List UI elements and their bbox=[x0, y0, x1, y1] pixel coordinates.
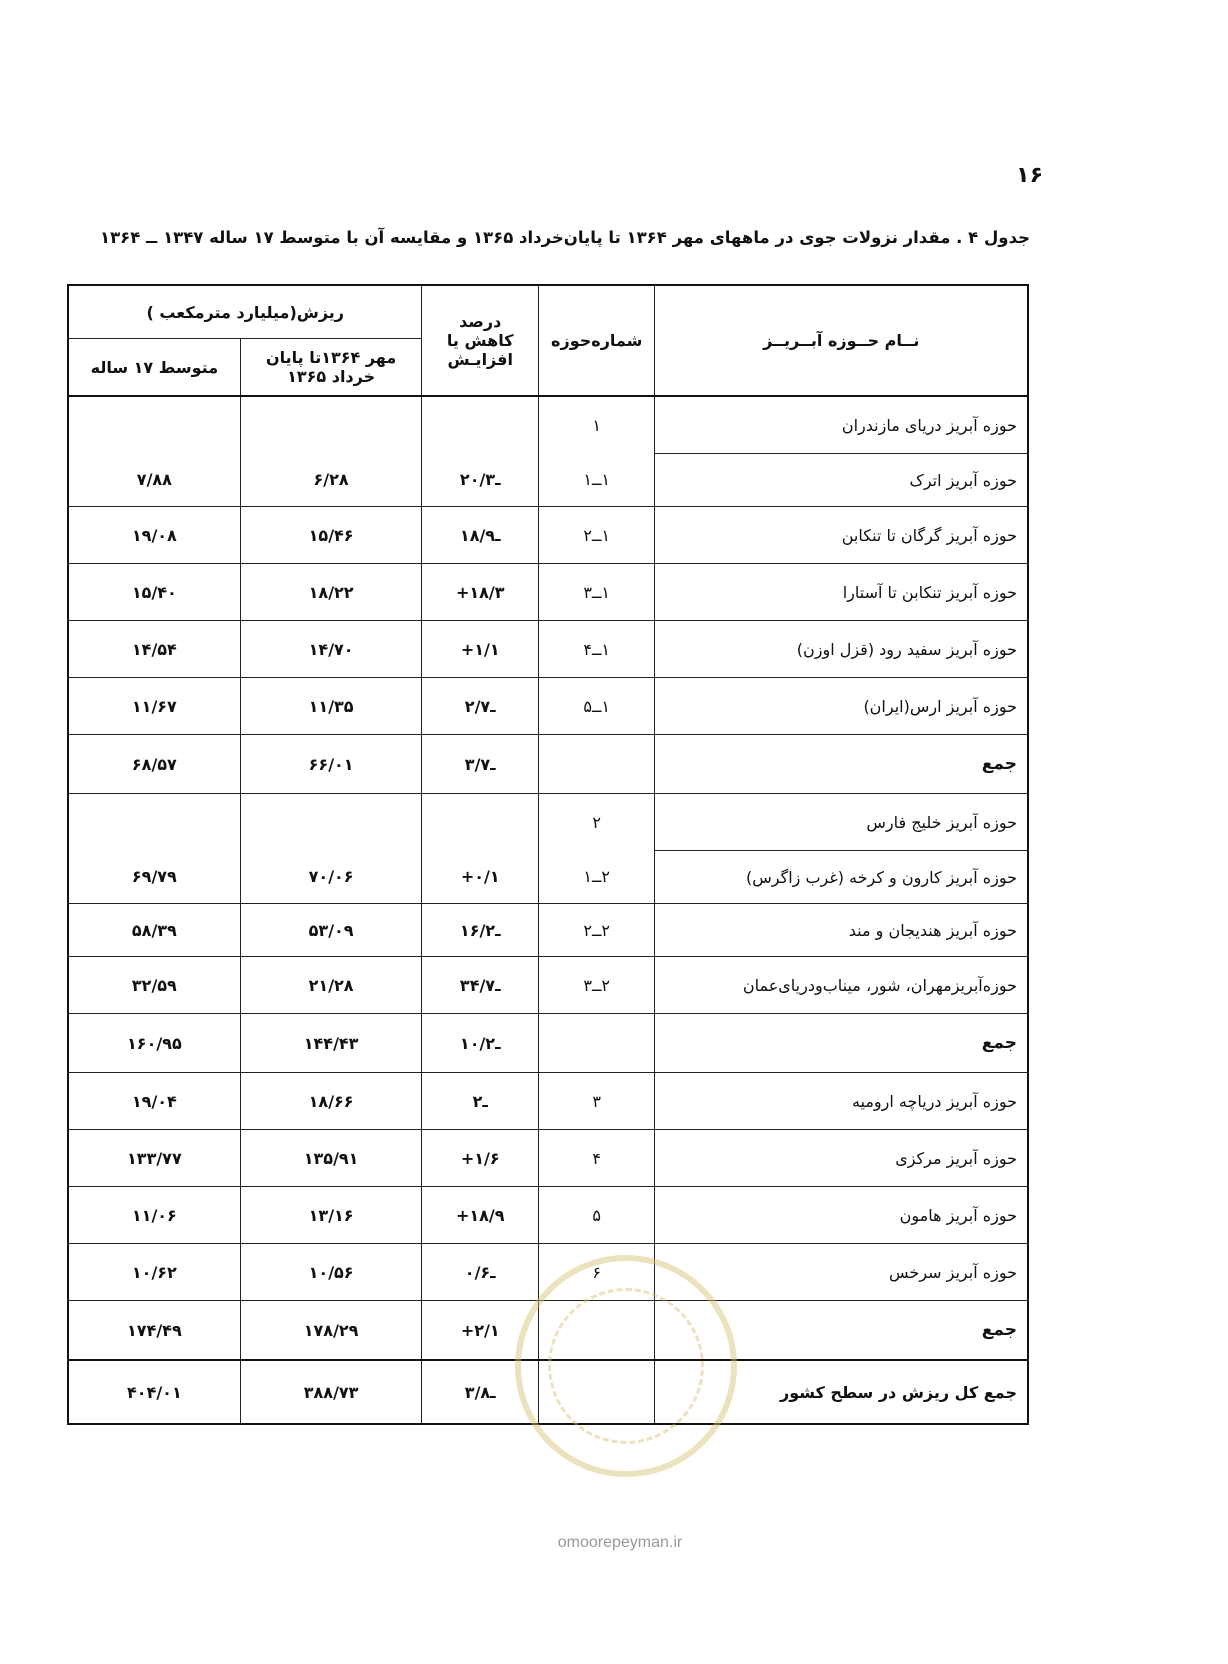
period-value-cell: ۱۵/۴۶ bbox=[240, 507, 422, 564]
basin-name-cell: حوزه آبریز هندیجان و مند bbox=[655, 904, 1028, 957]
subtotal-label: جمع bbox=[655, 735, 1028, 794]
header-basin-code: شماره‌حوزه bbox=[538, 285, 654, 396]
subtotal-row bbox=[68, 735, 1028, 794]
page-number: ۱۶ bbox=[1016, 163, 1043, 188]
basin-code-cell: ۴ bbox=[538, 1130, 654, 1187]
basin-code-cell: ۲ــ۲ bbox=[538, 904, 654, 957]
basin-name-cell: حوزه آبریز اترک bbox=[655, 454, 1028, 507]
basin-code-cell: ۲ bbox=[538, 794, 654, 851]
table-row bbox=[68, 1130, 1028, 1187]
period-value-cell: ۱۳/۱۶ bbox=[240, 1187, 422, 1244]
avg-value-cell: ۱۹/۰۸ bbox=[68, 507, 240, 564]
basin-name-cell: حوزه آبریز مرکزی bbox=[655, 1130, 1028, 1187]
table-row bbox=[68, 454, 1028, 507]
basin-name-cell: حوزه آبریز گرگان تا تنکابن bbox=[655, 507, 1028, 564]
avg-value-cell: ۱۷۴/۴۹ bbox=[68, 1301, 240, 1361]
watermark-seal bbox=[515, 1255, 737, 1477]
percent-cell: ـ۱۸/۹ bbox=[422, 507, 538, 564]
table-row bbox=[68, 851, 1028, 904]
avg-value-cell: ۱۳۳/۷۷ bbox=[68, 1130, 240, 1187]
percent-cell: ـ۲ bbox=[422, 1073, 538, 1130]
table-row bbox=[68, 957, 1028, 1014]
table-row bbox=[68, 396, 1028, 454]
avg-value-cell: ۱۴/۵۴ bbox=[68, 621, 240, 678]
period-value-cell: ۱۸/۶۶ bbox=[240, 1073, 422, 1130]
avg-value-cell: ۱۶۰/۹۵ bbox=[68, 1014, 240, 1073]
period-value-cell: ۶/۲۸ bbox=[240, 454, 422, 507]
period-value-cell: ۷۰/۰۶ bbox=[240, 851, 422, 904]
period-value-cell: ۱۴۴/۴۳ bbox=[240, 1014, 422, 1073]
header-percent: درصد کاهش یا افزایـش bbox=[422, 285, 538, 396]
period-value-cell: ۲۱/۲۸ bbox=[240, 957, 422, 1014]
percent-cell: ـ۳/۸ bbox=[422, 1360, 538, 1424]
avg-value-cell: ۱۹/۰۴ bbox=[68, 1073, 240, 1130]
percent-cell: ـ۳۴/۷ bbox=[422, 957, 538, 1014]
table-row bbox=[68, 904, 1028, 957]
period-value-cell bbox=[240, 794, 422, 851]
basin-name-cell: حوزه آبریز سرخس bbox=[655, 1244, 1028, 1301]
period-value-cell: ۳۸۸/۷۳ bbox=[240, 1360, 422, 1424]
avg-value-cell bbox=[68, 396, 240, 454]
period-value-cell bbox=[240, 396, 422, 454]
basin-code-cell: ۱ــ۱ bbox=[538, 454, 654, 507]
percent-cell bbox=[422, 396, 538, 454]
basin-name-cell: حوزه آبریز هامون bbox=[655, 1187, 1028, 1244]
period-value-cell: ۱۳۵/۹۱ bbox=[240, 1130, 422, 1187]
basin-name-cell: حوزه آبریز ارس(ایران) bbox=[655, 678, 1028, 735]
avg-value-cell: ۵۸/۳۹ bbox=[68, 904, 240, 957]
subtotal-label: جمع bbox=[655, 1301, 1028, 1361]
subtotal-label: جمع bbox=[655, 1014, 1028, 1073]
subtotal-row bbox=[68, 1014, 1028, 1073]
basin-name-cell: حوزه آبریز دریاچه ارومیه bbox=[655, 1073, 1028, 1130]
avg-value-cell: ۱۵/۴۰ bbox=[68, 564, 240, 621]
percent-cell bbox=[422, 794, 538, 851]
percent-cell: ـ۲۰/۳ bbox=[422, 454, 538, 507]
watermark-seal-inner bbox=[548, 1288, 704, 1444]
percent-cell: ـ۰/۶ bbox=[422, 1244, 538, 1301]
basin-name-cell: حوزه آبریز سفید رود (قزل اوزن) bbox=[655, 621, 1028, 678]
percent-cell: +۱۸/۳ bbox=[422, 564, 538, 621]
basin-name-cell: حوزه آبریز تنکابن تا آستارا bbox=[655, 564, 1028, 621]
basin-name-cell: حوزه آبریز کارون و کرخه (غرب زاگرس) bbox=[655, 851, 1028, 904]
avg-value-cell: ۱۱/۶۷ bbox=[68, 678, 240, 735]
table-row bbox=[68, 794, 1028, 851]
period-value-cell: ۱۱/۳۵ bbox=[240, 678, 422, 735]
basin-code-cell: ۲ــ۳ bbox=[538, 957, 654, 1014]
basin-code-cell: ۵ bbox=[538, 1187, 654, 1244]
period-value-cell: ۱۴/۷۰ bbox=[240, 621, 422, 678]
period-value-cell: ۶۶/۰۱ bbox=[240, 735, 422, 794]
percent-cell: +۲/۱ bbox=[422, 1301, 538, 1361]
basin-code-cell: ۶ bbox=[538, 1244, 654, 1301]
basin-code-cell: ۱ــ۲ bbox=[538, 507, 654, 564]
basin-code-cell: ۲ــ۱ bbox=[538, 851, 654, 904]
basin-name-cell: حوزه‌آبریزمهران، شور، میناب‌ودریای‌عمان bbox=[655, 957, 1028, 1014]
basin-code-cell: ۱ــ۴ bbox=[538, 621, 654, 678]
grand-total-label: جمع کل ریزش در سطح کشور bbox=[655, 1360, 1028, 1424]
header-basin-name: نــام حــوزه آبــریــز bbox=[655, 285, 1028, 396]
table-row bbox=[68, 507, 1028, 564]
avg-value-cell: ۷/۸۸ bbox=[68, 454, 240, 507]
header-period: مهر ۱۳۶۴تا پایان خرداد ۱۳۶۵ bbox=[240, 339, 422, 397]
header-avg17: متوسط ۱۷ ساله bbox=[68, 339, 240, 397]
percent-cell: ـ۳/۷ bbox=[422, 735, 538, 794]
basin-code-cell: ۱ــ۳ bbox=[538, 564, 654, 621]
header-runoff-group: ریزش(میلیارد مترمکعب ) bbox=[68, 285, 422, 339]
period-value-cell: ۱۰/۵۶ bbox=[240, 1244, 422, 1301]
basin-code-cell bbox=[538, 1014, 654, 1073]
avg-value-cell: ۶۹/۷۹ bbox=[68, 851, 240, 904]
rainfall-table bbox=[67, 284, 1029, 1425]
avg-value-cell: ۱۰/۶۲ bbox=[68, 1244, 240, 1301]
percent-cell: ـ۱۶/۲ bbox=[422, 904, 538, 957]
table-row bbox=[68, 1073, 1028, 1130]
basin-code-cell: ۱ــ۵ bbox=[538, 678, 654, 735]
table-row bbox=[68, 1187, 1028, 1244]
avg-value-cell bbox=[68, 794, 240, 851]
percent-cell: ـ۲/۷ bbox=[422, 678, 538, 735]
period-value-cell: ۱۷۸/۲۹ bbox=[240, 1301, 422, 1361]
basin-code-cell: ۱ bbox=[538, 396, 654, 454]
avg-value-cell: ۱۱/۰۶ bbox=[68, 1187, 240, 1244]
watermark-site-text: omoorepeyman.ir bbox=[557, 1534, 683, 1551]
basin-code-cell: ۳ bbox=[538, 1073, 654, 1130]
period-value-cell: ۱۸/۲۲ bbox=[240, 564, 422, 621]
percent-cell: +۰/۱ bbox=[422, 851, 538, 904]
percent-cell: +۱۸/۹ bbox=[422, 1187, 538, 1244]
percent-cell: +۱/۶ bbox=[422, 1130, 538, 1187]
percent-cell: ـ۱۰/۲ bbox=[422, 1014, 538, 1073]
percent-cell: +۱/۱ bbox=[422, 621, 538, 678]
basin-name-cell: حوزه آبریز دریای مازندران bbox=[655, 396, 1028, 454]
period-value-cell: ۵۳/۰۹ bbox=[240, 904, 422, 957]
avg-value-cell: ۶۸/۵۷ bbox=[68, 735, 240, 794]
table-row bbox=[68, 621, 1028, 678]
table-row bbox=[68, 564, 1028, 621]
table-row bbox=[68, 678, 1028, 735]
avg-value-cell: ۳۲/۵۹ bbox=[68, 957, 240, 1014]
basin-name-cell: حوزه آبریز خلیج فارس bbox=[655, 794, 1028, 851]
basin-code-cell bbox=[538, 735, 654, 794]
avg-value-cell: ۴۰۴/۰۱ bbox=[68, 1360, 240, 1424]
table-caption: جدول ۴ . مقدار نزولات جوی در ماههای مهر ۱۳۶۴ تا پایان‌خرداد ۱۳۶۵ و مقایسه آن با متوسط ۱۷ ساله ۱۳۴۷ ــ ۱۳۶۴ bbox=[100, 228, 1030, 247]
